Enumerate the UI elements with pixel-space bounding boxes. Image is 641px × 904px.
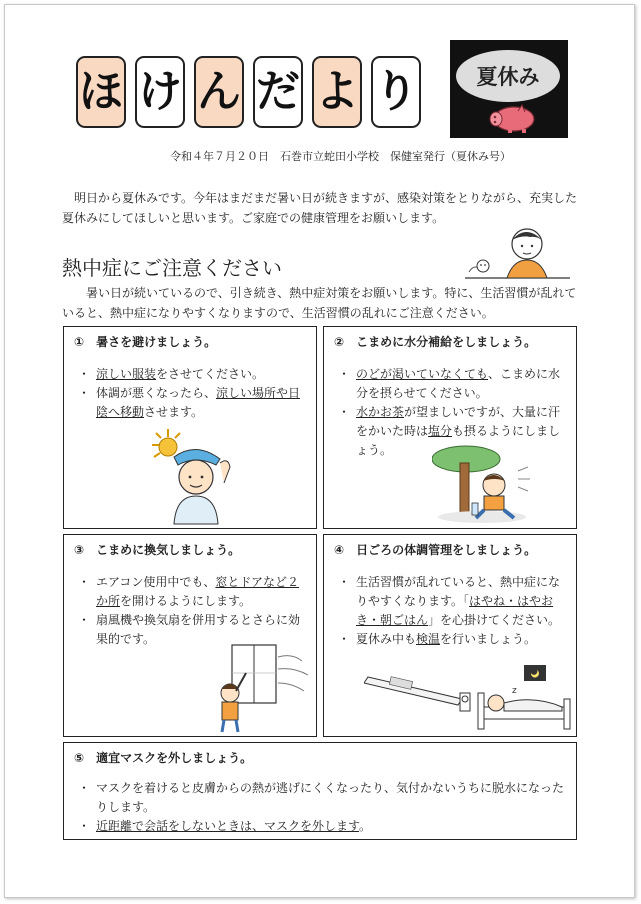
issue-line: 令和４年７月２０日 石巻市立蛇田小学校 保健室発行（夏休み号）: [170, 150, 511, 163]
underlined-text: 水かお茶: [356, 405, 405, 419]
underlined-text: 検温: [416, 632, 441, 646]
list-item: [338, 365, 568, 403]
list-item: [78, 573, 308, 611]
svg-text:z: z: [512, 686, 517, 696]
title-tile-6: り: [371, 56, 421, 128]
list-text: 、こまめに水分を摂らせてください。: [356, 367, 561, 400]
pig-icon: [488, 102, 538, 134]
section-title: 熱中症にご注意ください: [62, 256, 282, 280]
list-text: 扇風機や換気扇を併用するとさらに効果的です。: [96, 613, 301, 646]
child-opening-window-illustration: [214, 643, 312, 735]
sleeping-child-bed-illustration: [456, 663, 574, 733]
card-ventilation: [63, 534, 317, 737]
underlined-text: のどが渇いていなくても: [356, 367, 489, 381]
underlined-text: はやね・はやおき・朝ごはん: [356, 594, 554, 627]
card-health-management: [323, 534, 577, 737]
title-tile-5: よ: [312, 56, 362, 128]
card-4-title: ④ 日ごろの体調管理をしましょう。: [334, 543, 537, 557]
card-3-list: [78, 573, 308, 649]
list-item: [78, 384, 306, 422]
list-text: エアコン使用中でも、: [96, 575, 216, 589]
list-text: 生活習慣が乱れていると、熱中症になりやすくなります。「: [356, 575, 561, 608]
card-hydration: [323, 326, 577, 529]
list-item: [338, 573, 568, 630]
section-body: 暑い日が続いているので、引き続き、熱中症対策をお願いします。特に、生活習慣が乱れていると、熱中症になりやすくなりますので、生活習慣の乱れにご注意ください。: [62, 286, 577, 320]
list-item: [78, 779, 568, 817]
list-text: をさせてください。: [156, 367, 265, 381]
card-5-title: ⑤ 適宜マスクを外しましょう。: [74, 751, 253, 765]
underlined-text: 涼しい場所や日陰へ移動: [96, 386, 301, 419]
list-text: させます。: [144, 405, 204, 419]
list-item: [338, 630, 568, 649]
list-text: が望ましいですが、大量に汗をかいた時は: [356, 405, 561, 438]
list-item: [78, 365, 306, 384]
title-tile-1: ほ: [76, 56, 126, 128]
underlined-text: 窓とドアなど２か所: [96, 575, 300, 608]
list-item: [78, 817, 568, 836]
summer-badge: [450, 40, 568, 138]
card-1-list: [78, 365, 306, 422]
list-text: を行いましょう。: [440, 632, 537, 646]
card-2-title: ② こまめに水分補給をしましょう。: [334, 335, 537, 349]
underlined-text: 近距離で会話をしないときは、マスクを外します: [96, 819, 360, 833]
boy-under-tree-illustration: [432, 445, 532, 525]
boy-at-window-illustration: [465, 222, 570, 287]
card-avoid-heat: [63, 326, 317, 529]
card-5-list: [78, 779, 568, 836]
card-remove-mask: [63, 742, 577, 840]
title-tile-2: け: [135, 56, 185, 128]
list-text: 体調が悪くなったら、: [96, 386, 217, 400]
title-tile-3: ん: [194, 56, 244, 128]
list-text: 夏休み中も: [356, 632, 417, 646]
underlined-text: 涼しい服装: [96, 367, 157, 381]
list-text: も摂るようにしましょう。: [356, 424, 561, 457]
section-text: [62, 283, 582, 323]
summer-badge-label: 夏休み: [476, 65, 540, 89]
summer-cloud: [456, 50, 560, 102]
card-4-list: [338, 573, 568, 649]
list-text: を開けるようにします。: [120, 594, 252, 608]
list-text: 」を心掛けてください。: [428, 613, 561, 627]
list-text: マスクを着けると皮膚からの熱が逃げにくくなったり、気付かないうちに脱水になったりします。: [96, 781, 565, 814]
title-tile-4: だ: [253, 56, 303, 128]
intro-body: 明日から夏休みです。今年はまだまだ暑い日が続きますが、感染対策をとりながら、充実した夏休みにしてほしいと思います。ご家庭での健康管理をお願いします。: [62, 191, 578, 225]
card-1-title: ① 暑さを避けましょう。: [74, 335, 217, 349]
list-text: 。: [359, 819, 372, 833]
underlined-text: 塩分: [428, 424, 453, 438]
boy-shading-sun-illustration: [146, 427, 241, 525]
card-3-title: ③ こまめに換気しましょう。: [74, 543, 241, 557]
